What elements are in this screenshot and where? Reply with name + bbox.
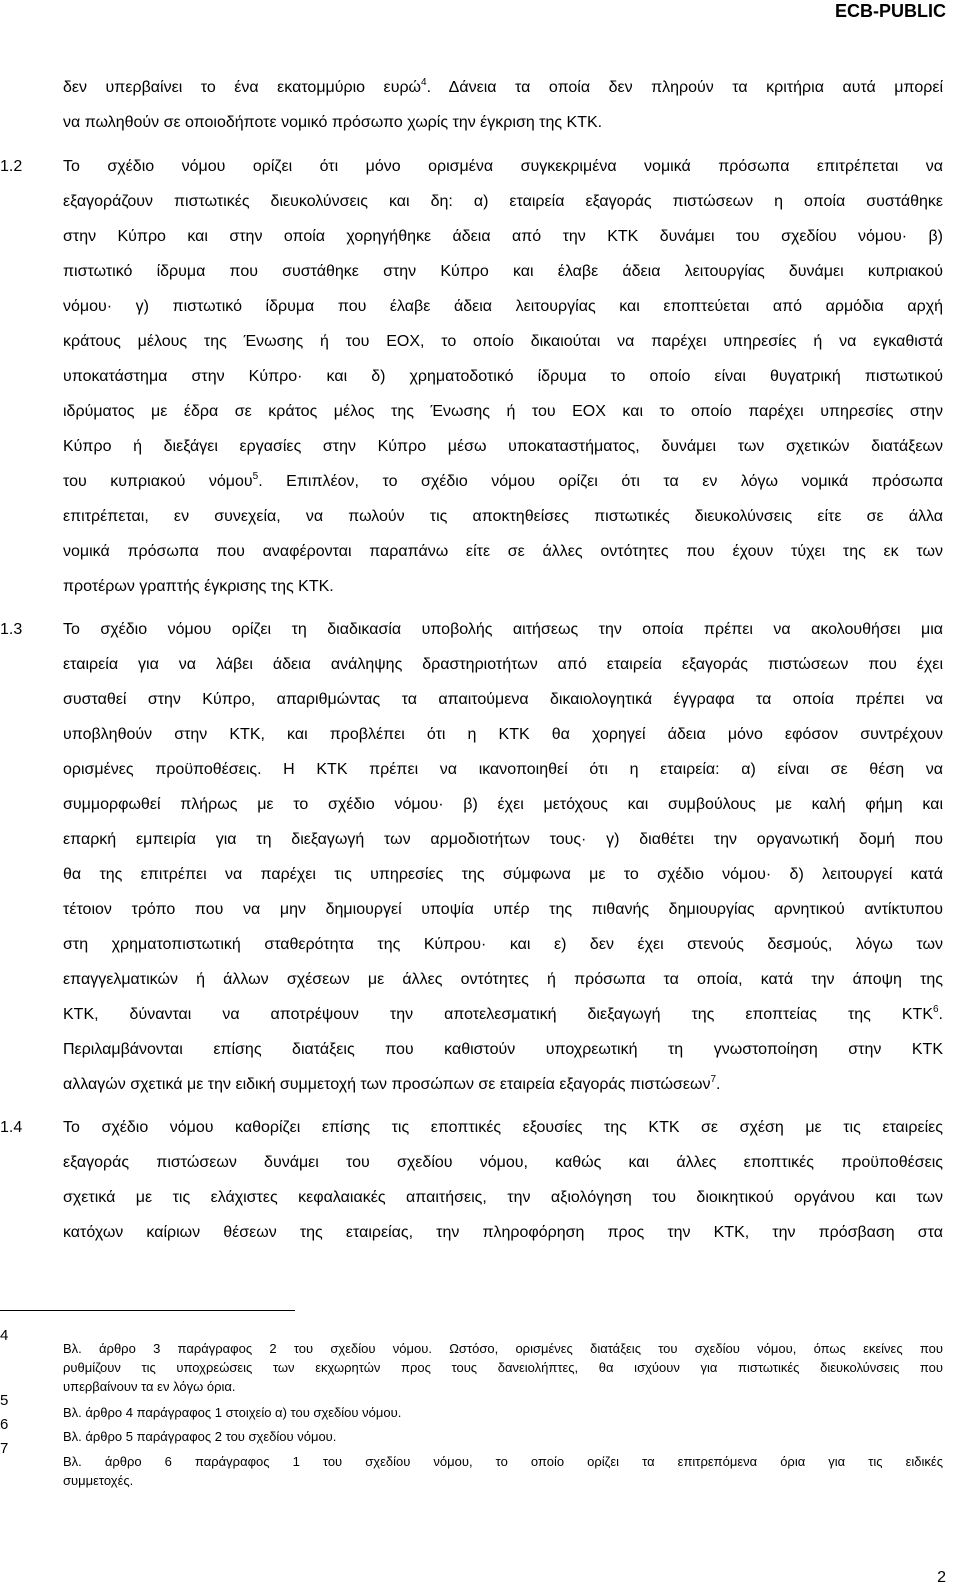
body-line: επαγγελματικών ή άλλων σχέσεων με άλλες οντότητες ή πρόσωπα τα οποία, κατά την άποψη της	[63, 971, 943, 988]
body-line: συμμορφωθεί πλήρως με το σχέδιο νόμου· β) έχει μετόχους και συμβούλους με καλή φήμη και	[63, 796, 943, 813]
footnote-ref[interactable]: 4	[421, 77, 427, 88]
footnote-ref[interactable]: 7	[710, 1074, 716, 1085]
footnote-number: 4	[0, 1327, 9, 1344]
body-line: να πωληθούν σε οποιοδήποτε νομικό πρόσωπο χωρίς την έγκριση της ΚΤΚ.	[63, 114, 603, 131]
footnote-number: 7	[0, 1440, 9, 1457]
body-line: ιδρύματος με έδρα σε κράτος μέλος της Ένωσης ή του ΕΟΧ και το οποίο παρέχει υπηρεσίες στην	[63, 403, 943, 420]
body-line: δεν υπερβαίνει το ένα εκατομμύριο ευρώ$^4$. Δάνεια τα οποία δεν πληρούν τα κριτήρια αυτά μπορεί	[63, 77, 944, 96]
body-line: ΚΤΚ, δύνανται να αποτρέψουν την αποτελεσματική διεξαγωγή της εποπτείας της ΚΤΚ$^6$.	[63, 1004, 943, 1023]
section-number: 1.3	[0, 621, 23, 638]
footnote-ref[interactable]: 6	[932, 1004, 939, 1015]
classification-label: ECB-PUBLIC	[835, 1, 946, 21]
body-line: κατόχων καίριων θέσεων της εταιρείας, την πληροφόρηση προς την ΚΤΚ, την πρόσβαση στα	[63, 1224, 943, 1241]
footnote-line: Βλ. άρθρο 5 παράγραφος 2 του σχεδίου νόμου.	[63, 1429, 337, 1444]
body-line: Κύπρο ή διεξάγει εργασίες στην Κύπρο μέσω υποκαταστήματος, δυνάμει των σχετικών διατάξεων	[63, 438, 943, 455]
body-line: Το σχέδιο νόμου καθορίζει επίσης τις εποπτικές εξουσίες της ΚΤΚ σε σχέση με τις εταιρείες	[63, 1119, 943, 1136]
body-line: εξαγοράς πιστώσεων δυνάμει του σχεδίου νόμου, καθώς και άλλες εποπτικές προϋποθέσεις	[63, 1154, 943, 1171]
body-line: εξαγοράζουν πιστωτικές διευκολύνσεις και δη: α) εταιρεία εξαγοράς πιστώσεων η οποία συστάθηκε	[63, 193, 943, 210]
body-line: σχετικά με τις ελάχιστες κεφαλαιακές απαιτήσεις, την αξιολόγηση του διοικητικού οργάνου και των	[63, 1189, 943, 1206]
body-line: νομικά πρόσωπα που αναφέρονται παραπάνω είτε σε άλλες οντότητες που έχουν τύχει της εκ των	[63, 543, 943, 560]
footnote-line: Βλ. άρθρο 4 παράγραφος 1 στοιχείο α) του σχεδίου νόμου.	[63, 1405, 402, 1420]
body-line: στη χρηματοπιστωτική σταθερότητα της Κύπρου· και ε) δεν έχει στενούς δεσμούς, λόγω των	[63, 936, 943, 953]
body-line: Το σχέδιο νόμου ορίζει ότι μόνο ορισμένα συγκεκριμένα νομικά πρόσωπα επιτρέπεται να	[63, 158, 943, 175]
footnote-number: 6	[0, 1416, 9, 1433]
body-line: υποβληθούν στην ΚΤΚ, και προβλέπει ότι η ΚΤΚ θα χορηγεί άδεια μόνο εφόσον συντρέχουν	[63, 726, 943, 743]
page-number: 2	[937, 1569, 946, 1586]
body-line: αλλαγών σχετικά με την ειδική συμμετοχή των προσώπων σε εταιρεία εξαγοράς πιστώσεων$^7$.	[63, 1074, 721, 1093]
footnote-separator	[0, 1310, 295, 1311]
footnote-line: Βλ. άρθρο 3 παράγραφος 2 του σχεδίου νόμου. Ωστόσο, ορισμένες διατάξεις του σχεδίου νόμου, όπως εκείνες που	[63, 1341, 943, 1356]
section-number: 1.2	[0, 158, 23, 175]
footnote-line: ρυθμίζουν τις υποχρεώσεις των εκχωρητών προς τους δανειολήπτες, θα ισχύουν για πιστωτικές διευκολύνσεις που	[63, 1360, 943, 1375]
section-number: 1.4	[0, 1119, 23, 1136]
footnote-ref[interactable]: 5	[252, 471, 259, 482]
body-line: κράτους μέλους της Ένωσης ή του ΕΟΧ, το οποίο δικαιούται να παρέχει υπηρεσίες ή να εγκαθιστά	[63, 333, 943, 350]
footnote-line: συμμετοχές.	[63, 1473, 134, 1488]
footnote-line: υπερβαίνουν τα εν λόγω όρια.	[63, 1379, 236, 1394]
body-line: θα της επιτρέπει να παρέχει τις υπηρεσίες της σύμφωνα με το σχέδιο νόμου· δ) λειτουργεί κατά	[63, 866, 943, 883]
body-line: υποκατάστημα στην Κύπρο· και δ) χρηματοδοτικό ίδρυμα το οποίο είναι θυγατρική πιστωτικού	[63, 368, 943, 385]
body-line: επιτρέπεται, εν συνεχεία, να πωλούν τις αποκτηθείσες πιστωτικές διευκολύνσεις είτε σε άλλα	[63, 508, 943, 525]
footnote-line: Βλ. άρθρο 6 παράγραφος 1 του σχεδίου νόμου, το οποίο ορίζει τα επιτρεπόμενα όρια για τις ειδικές	[63, 1454, 943, 1469]
body-line: νόμου· γ) πιστωτικό ίδρυμα που έλαβε άδεια λειτουργίας και εποπτεύεται από αρμόδια αρχή	[63, 298, 943, 315]
body-line: τέτοιον τρόπο που να μην δημιουργεί υποψία υπέρ της πιθανής δημιουργίας αρνητικού αντίκτυπου	[63, 901, 943, 918]
body-line: συσταθεί στην Κύπρο, απαριθμώντας τα απαιτούμενα δικαιολογητικά έγγραφα τα οποία πρέπει να	[63, 691, 943, 708]
body-line: Το σχέδιο νόμου ορίζει τη διαδικασία υποβολής αιτήσεως την οποία πρέπει να ακολουθήσει μια	[63, 621, 943, 638]
body-line: ορισμένες προϋποθέσεις. Η ΚΤΚ πρέπει να ικανοποιηθεί ότι η εταιρεία: α) είναι σε θέση να	[63, 761, 943, 778]
body-line: του κυπριακού νόμου$^5$. Επιπλέον, το σχέδιο νόμου ορίζει ότι τα εν λόγω νομικά πρόσωπα	[63, 471, 943, 490]
body-line: επαρκή εμπειρία για τη διεξαγωγή των αρμοδιοτήτων τους· γ) διαθέτει την οργανωτική δομή που	[63, 831, 943, 848]
body-line: εταιρεία για να λάβει άδεια ανάληψης δραστηριοτήτων από εταιρεία εξαγοράς πιστώσεων που έχει	[63, 656, 943, 673]
body-line: πιστωτικό ίδρυμα που συστάθηκε στην Κύπρο και έλαβε άδεια λειτουργίας δυνάμει κυπριακού	[63, 263, 943, 280]
body-line: στην Κύπρο και στην οποία χορηγήθηκε άδεια από την ΚΤΚ δυνάμει του σχεδίου νόμου· β)	[63, 228, 943, 245]
footnote-number: 5	[0, 1392, 9, 1409]
body-line: προτέρων γραπτής έγκρισης της ΚΤΚ.	[63, 578, 334, 595]
body-line: Περιλαμβάνονται επίσης διατάξεις που καθιστούν υποχρεωτική τη γνωστοποίηση στην ΚΤΚ	[63, 1041, 943, 1058]
